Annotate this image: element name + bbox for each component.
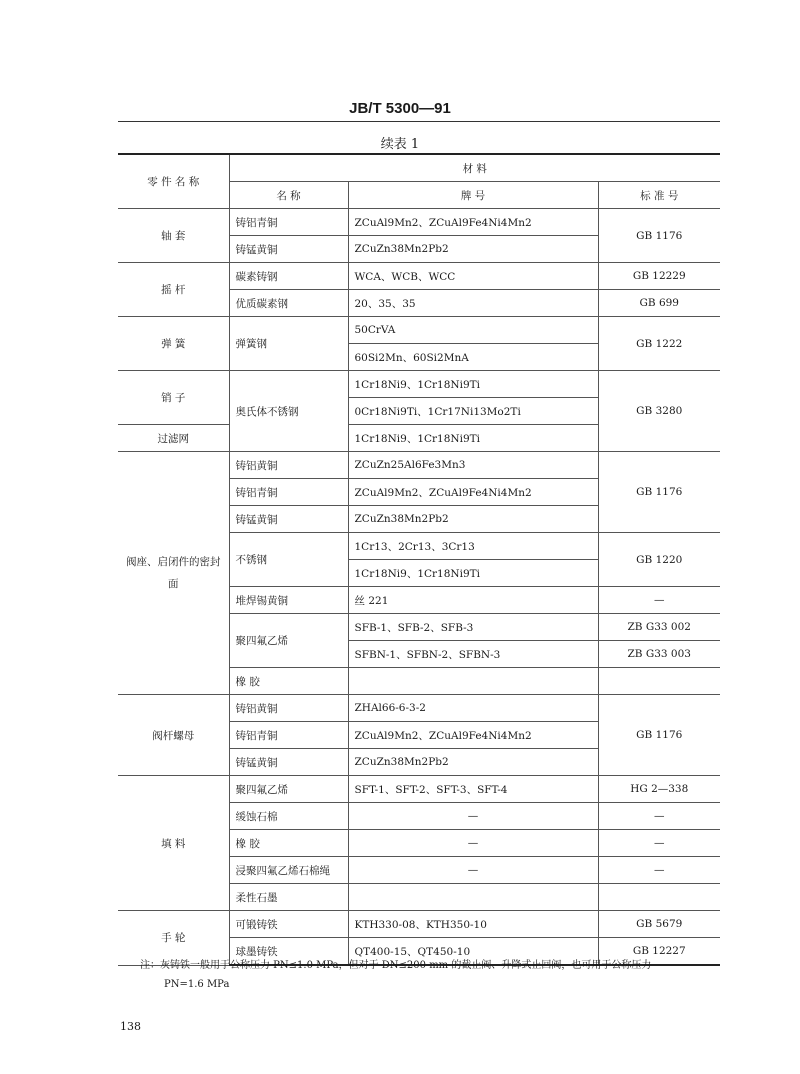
material-grade: 丝 221 — [348, 587, 598, 614]
material-name: 奥氏体不锈钢 — [229, 371, 348, 452]
note-line-1: 注：灰铸铁一般用于公称压力 PN≤1.0 MPa，但对于 DN≤200 mm 的截止阀、升降式止回阀，也可用于公称压力 — [140, 960, 652, 971]
col-header-part: 零 件 名 称 — [118, 154, 229, 209]
material-name: 弹簧钢 — [229, 317, 348, 371]
material-name: 优质碳素钢 — [229, 290, 348, 317]
part-name: 填 料 — [118, 776, 229, 911]
part-name: 阀杆螺母 — [118, 695, 229, 776]
material-name: 铸铝黄铜 — [229, 452, 348, 479]
standard-number: ZB G33 002 — [598, 614, 720, 641]
standard-number: ZB G33 003 — [598, 641, 720, 668]
materials-table — [118, 153, 720, 966]
material-grade: SFBN-1、SFBN-2、SFBN-3 — [348, 641, 598, 668]
material-grade: ZCuAl9Mn2、ZCuAl9Fe4Ni4Mn2 — [348, 209, 598, 236]
material-grade: 20、35、35 — [348, 290, 598, 317]
note-line-2: PN=1.6 MPa — [164, 979, 230, 990]
material-grade: — — [348, 803, 598, 830]
standard-number: GB 1176 — [598, 695, 720, 776]
standard-number: — — [598, 857, 720, 884]
table-row — [118, 452, 720, 479]
material-grade: 50CrVA — [348, 317, 598, 344]
material-name: 不锈钢 — [229, 533, 348, 587]
material-grade: ZHAl66-6-3-2 — [348, 695, 598, 722]
header-rule — [118, 121, 720, 122]
material-grade: SFB-1、SFB-2、SFB-3 — [348, 614, 598, 641]
standard-number: — — [598, 587, 720, 614]
table-title: 续表 1 — [380, 137, 420, 152]
col-header-grade: 牌 号 — [348, 182, 598, 209]
material-grade — [348, 668, 598, 695]
material-grade: — — [348, 857, 598, 884]
standard-number — [598, 668, 720, 695]
standard-number: GB 12229 — [598, 263, 720, 290]
part-name: 阀座、启闭件的密封面 — [118, 452, 229, 695]
material-name: 浸聚四氟乙烯石棉绳 — [229, 857, 348, 884]
material-name: 铸铝青铜 — [229, 209, 348, 236]
material-grade: 1Cr18Ni9、1Cr18Ni9Ti — [348, 425, 598, 452]
standard-number: GB 5679 — [598, 911, 720, 938]
standard-number: GB 1220 — [598, 533, 720, 587]
material-name: 碳素铸钢 — [229, 263, 348, 290]
document-code: JB/T 5300—91 — [349, 100, 451, 117]
table-note — [140, 956, 730, 994]
material-name: 铸铝青铜 — [229, 479, 348, 506]
standard-number: GB 1176 — [598, 452, 720, 533]
material-grade: WCA、WCB、WCC — [348, 263, 598, 290]
standard-number: — — [598, 830, 720, 857]
part-name: 销 子 — [118, 371, 229, 425]
col-header-material: 材 料 — [229, 154, 720, 182]
material-grade: 1Cr13、2Cr13、3Cr13 — [348, 533, 598, 560]
material-name: 铸铝黄铜 — [229, 695, 348, 722]
material-name: 橡 胶 — [229, 830, 348, 857]
material-grade: ZCuZn38Mn2Pb2 — [348, 749, 598, 776]
part-name: 轴 套 — [118, 209, 229, 263]
material-name: 可锻铸铁 — [229, 911, 348, 938]
standard-number: — — [598, 803, 720, 830]
standard-number: GB 1176 — [598, 209, 720, 263]
material-grade: ZCuZn38Mn2Pb2 — [348, 506, 598, 533]
part-name: 弹 簧 — [118, 317, 229, 371]
table-row — [118, 776, 720, 803]
page-number: 138 — [120, 1020, 141, 1033]
material-name: 聚四氟乙烯 — [229, 776, 348, 803]
material-name: 橡 胶 — [229, 668, 348, 695]
material-grade: 0Cr18Ni9Ti、1Cr17Ni13Mo2Ti — [348, 398, 598, 425]
part-name: 手 轮 — [118, 911, 229, 966]
material-grade: ZCuZn25Al6Fe3Mn3 — [348, 452, 598, 479]
material-name: 铸锰黄铜 — [229, 236, 348, 263]
material-grade: 60Si2Mn、60Si2MnA — [348, 344, 598, 371]
material-name: 堆焊锡黄铜 — [229, 587, 348, 614]
material-grade: QT400-15、QT450-10 — [348, 938, 598, 966]
table-row — [118, 695, 720, 722]
material-name: 球墨铸铁 — [229, 938, 348, 966]
part-name: 过滤网 — [118, 425, 229, 452]
standard-number: GB 12227 — [598, 938, 720, 966]
table-row — [118, 263, 720, 290]
standard-number: GB 1222 — [598, 317, 720, 371]
part-name: 摇 杆 — [118, 263, 229, 317]
standard-number: GB 699 — [598, 290, 720, 317]
table-row — [118, 371, 720, 398]
material-name: 缓蚀石棉 — [229, 803, 348, 830]
col-header-name: 名 称 — [229, 182, 348, 209]
material-name: 铸铝青铜 — [229, 722, 348, 749]
material-grade: ZCuAl9Mn2、ZCuAl9Fe4Ni4Mn2 — [348, 479, 598, 506]
col-header-standard: 标 准 号 — [598, 182, 720, 209]
table-row — [118, 911, 720, 938]
material-name: 柔性石墨 — [229, 884, 348, 911]
standard-number: HG 2—338 — [598, 776, 720, 803]
header-row — [118, 154, 720, 182]
material-grade: — — [348, 830, 598, 857]
standard-number — [598, 884, 720, 911]
table-row — [118, 317, 720, 344]
material-grade: ZCuZn38Mn2Pb2 — [348, 236, 598, 263]
material-grade: ZCuAl9Mn2、ZCuAl9Fe4Ni4Mn2 — [348, 722, 598, 749]
table-row — [118, 209, 720, 236]
standard-number: GB 3280 — [598, 371, 720, 452]
material-grade: 1Cr18Ni9、1Cr18Ni9Ti — [348, 560, 598, 587]
material-grade: SFT-1、SFT-2、SFT-3、SFT-4 — [348, 776, 598, 803]
material-grade: KTH330-08、KTH350-10 — [348, 911, 598, 938]
material-grade: 1Cr18Ni9、1Cr18Ni9Ti — [348, 371, 598, 398]
material-name: 铸锰黄铜 — [229, 749, 348, 776]
material-grade — [348, 884, 598, 911]
material-name: 聚四氟乙烯 — [229, 614, 348, 668]
material-name: 铸锰黄铜 — [229, 506, 348, 533]
